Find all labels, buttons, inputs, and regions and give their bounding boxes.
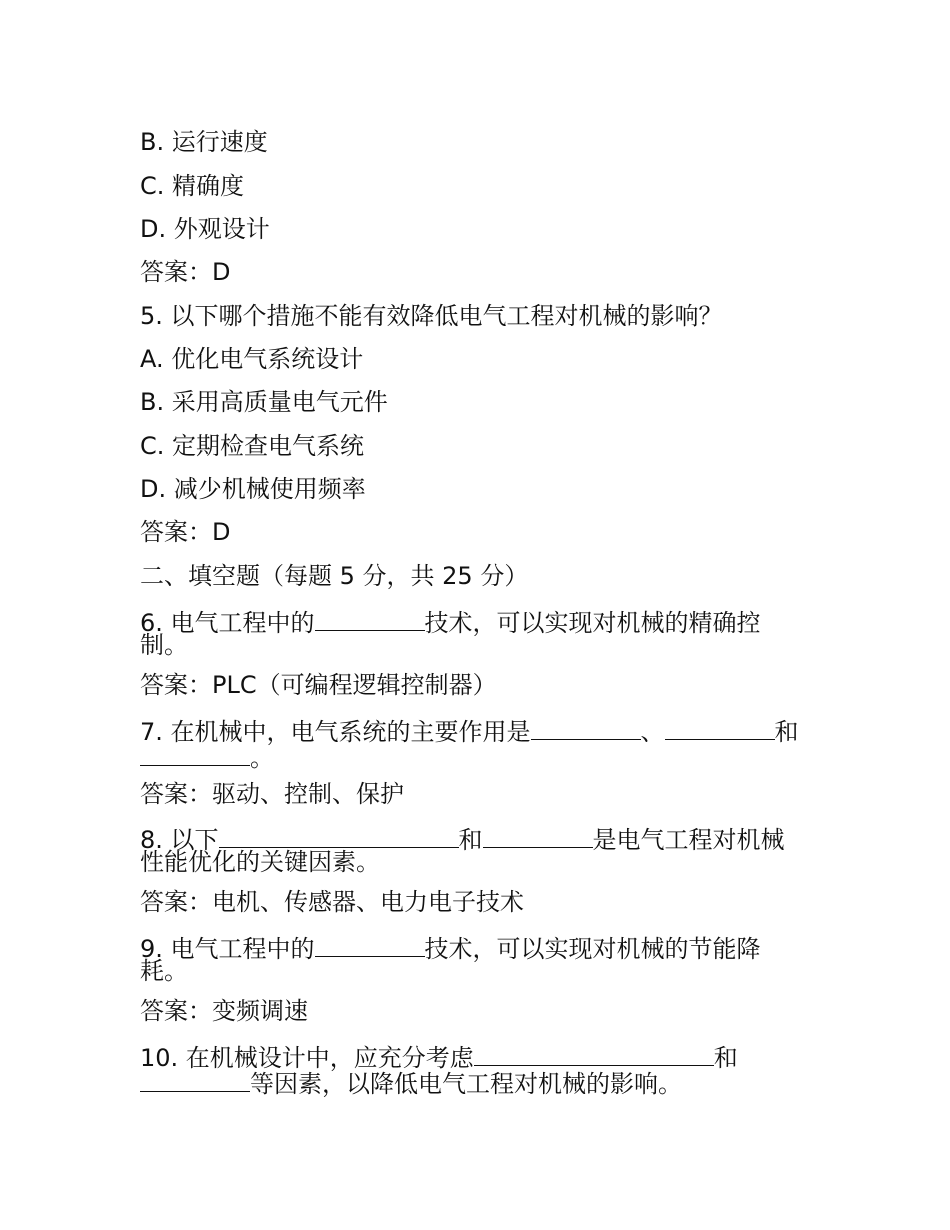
answer-6: 答案：PLC（可编程逻辑控制器） <box>140 671 497 699</box>
answer-4: 答案：D <box>140 258 231 286</box>
blank <box>219 825 459 848</box>
question-8: 8. 以下 和 是电气工程对机械性能优化的关键因素。 <box>140 826 785 876</box>
blank <box>483 825 593 848</box>
option-a: A. 优化电气系统设计 <box>140 345 364 373</box>
answer-8: 答案：电机、传感器、电力电子技术 <box>140 888 524 916</box>
option-b-speed: B. 运行速度 <box>140 128 268 156</box>
blank <box>315 608 425 631</box>
answer-9: 答案：变频调速 <box>140 997 308 1025</box>
blank <box>140 743 250 766</box>
option-d: D. 减少机械使用频率 <box>140 475 366 503</box>
question-5: 5. 以下哪个措施不能有效降低电气工程对机械的影响？ <box>140 302 723 330</box>
question-7: 7. 在机械中，电气系统的主要作用是 、 和。 <box>140 718 799 772</box>
option-c-precision: C. 精确度 <box>140 172 245 200</box>
question-10: 10. 在机械设计中，应充分考虑 和等因素，以降低电气工程对机械的影响。 <box>140 1044 738 1098</box>
blank <box>531 717 641 740</box>
answer-7: 答案：驱动、控制、保护 <box>140 780 404 808</box>
option-d-appearance: D. 外观设计 <box>140 215 270 243</box>
question-6: 6. 电气工程中的 技术，可以实现对机械的精确控制。 <box>140 609 761 659</box>
question-9: 9. 电气工程中的 技术，可以实现对机械的节能降耗。 <box>140 935 761 985</box>
option-b: B. 采用高质量电气元件 <box>140 388 388 416</box>
blank <box>474 1043 714 1066</box>
blank <box>140 1069 250 1092</box>
blank <box>315 934 425 957</box>
answer-5: 答案：D <box>140 518 231 546</box>
blank <box>665 717 775 740</box>
option-c: C. 定期检查电气系统 <box>140 432 365 460</box>
section-heading-fill-in: 二、填空题（每题 5 分，共 25 分） <box>140 562 529 590</box>
